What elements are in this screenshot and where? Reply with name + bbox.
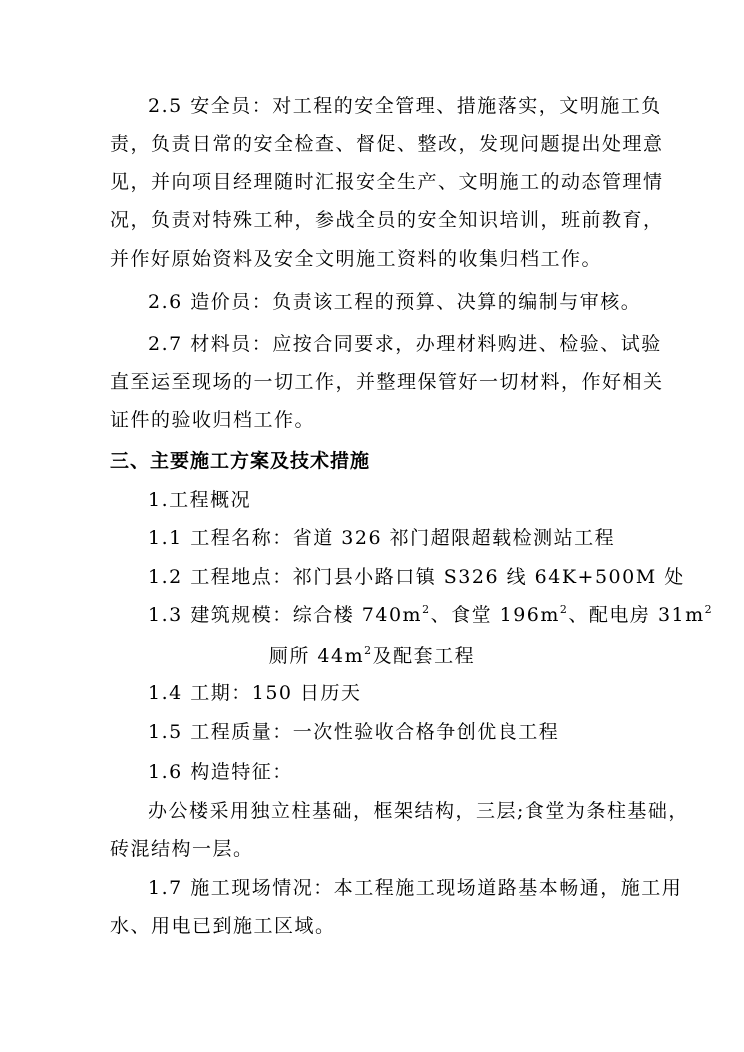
- paragraph-2-5-line-3: 见，并向项目经理随时汇报安全生产、文明施工的动态管理情: [110, 171, 664, 193]
- building-scale-part-a: 1.3 建筑规模：综合楼 740m: [148, 604, 423, 626]
- paragraph-2-6: 2.6 造价员：负责该工程的预算、决算的编制与审核。: [148, 291, 642, 313]
- building-scale-part-b: 、食堂 196m: [430, 604, 560, 626]
- building-scale: [148, 603, 714, 627]
- project-quality: 1.5 工程质量：一次性验收合格争创优良工程: [148, 721, 560, 743]
- structure-title: 1.6 构造特征：: [148, 761, 293, 783]
- superscript-2: 2: [422, 603, 431, 616]
- project-location: 1.2 工程地点：祁门县小路口镇 S326 线 64K+500M 处: [148, 566, 685, 588]
- superscript-2: 2: [559, 603, 569, 616]
- site-conditions-line-1: 1.7 施工现场情况：本工程施工现场道路基本畅通，施工用: [148, 877, 683, 899]
- paragraph-2-5-line-5: 并作好原始资料及安全文明施工资料的收集归档工作。: [110, 248, 603, 270]
- section-heading: 三、主要施工方案及技术措施: [110, 450, 371, 472]
- building-scale-part-c: 、配电房 31m: [568, 604, 705, 626]
- paragraph-2-5-line-4: 况，负责对特殊工种，参战全员的安全知识培训，班前教育，: [110, 209, 664, 231]
- paragraph-2-7-line-2: 直至运至现场的一切工作，并整理保管好一切材料，作好相关: [110, 371, 664, 393]
- paragraph-2-7-line-1: 2.7 材料员：应按合同要求，办理材料购进、检验、试验: [148, 333, 662, 355]
- building-scale-part-d: 厕所 44m: [268, 645, 365, 667]
- superscript-2: 2: [704, 603, 714, 616]
- paragraph-2-7-line-3: 证件的验收归档工作。: [110, 409, 316, 431]
- building-scale-continued: [0, 644, 744, 668]
- building-scale-part-e: 及配套工程: [372, 645, 476, 667]
- structure-line-1: 办公楼采用独立柱基础，框架结构，三层;食堂为条柱基础，: [148, 800, 689, 822]
- construction-period: 1.4 工期：150 日历天: [148, 682, 362, 704]
- project-name: 1.1 工程名称：省道 326 祁门超限超载检测站工程: [148, 527, 616, 549]
- paragraph-2-5-line-2: 责，负责日常的安全检查、督促、整改，发现问题提出处理意: [110, 133, 664, 155]
- paragraph-2-5-line-1: 2.5 安全员：对工程的安全管理、措施落实，文明施工负: [148, 95, 662, 117]
- overview-title: 1.工程概况: [148, 489, 252, 511]
- structure-line-2: 砖混结构一层。: [110, 838, 254, 860]
- site-conditions-line-2: 水、用电已到施工区域。: [110, 915, 336, 937]
- superscript-2: 2: [364, 644, 373, 657]
